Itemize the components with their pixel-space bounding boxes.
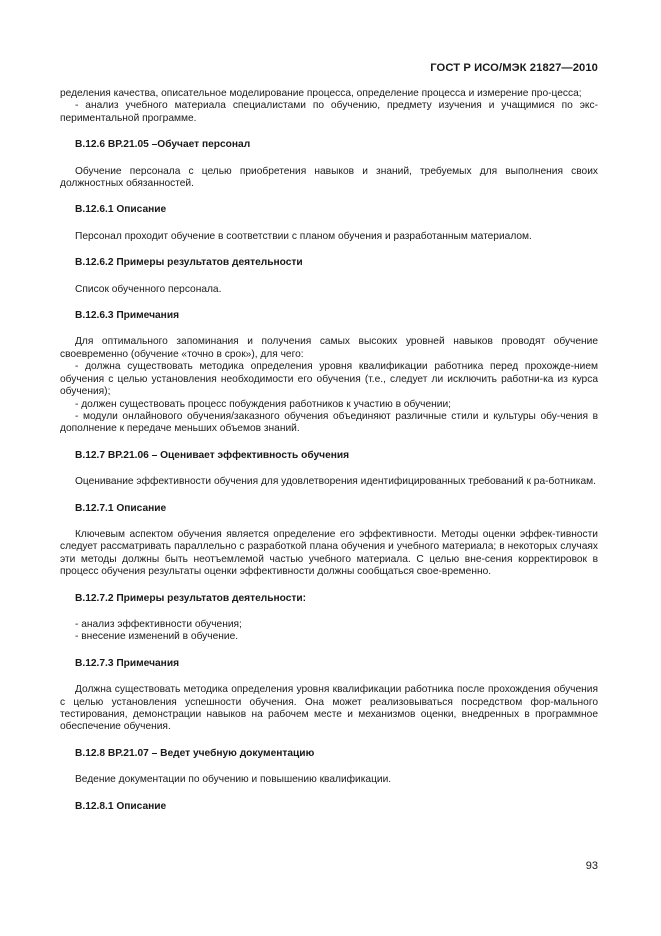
page-number: 93 — [585, 860, 598, 872]
paragraph: Персонал проходит обучение в соответствии с планом обучения и разработанным материалом. — [75, 230, 532, 242]
paragraph: Для оптимального запоминания и получения самых высоких уровней навыков проводят обучение своевременно (обучение «точно в срок»), для чего: — [60, 336, 598, 360]
list-item: - должна существовать методика определения уровня квалификации работника перед прохожде-нием обучения с целью установления необходимости его обучения (т.е., следует ли исключить работни-ка из курса обучения); — [60, 361, 598, 398]
paragraph: Должна существовать методика определения уровня квалификации работника после прохождения обучения с целью установления успешности обучения. Она может реализовываться посредством фор-мального тестирования, демонстрации навыков на рабочем месте и механизмов оценки, внедренных в программное обеспечение обучения. — [60, 684, 598, 733]
section-heading: В.12.6.1 Описание — [75, 204, 167, 216]
section-heading: В.12.7.1 Описание — [75, 502, 167, 514]
list-item: - модули онлайнового обучения/заказного обучения объединяют различные стили и культуры обу-чения в дополнение к передаче меньших объемов знаний. — [60, 410, 598, 435]
section-heading: В.12.6.3 Примечания — [75, 310, 180, 322]
list-item: - внесение изменений в обучение. — [75, 631, 239, 643]
section-heading: В.12.6.2 Примеры результатов деятельности — [75, 257, 303, 269]
paragraph: ределения качества, описательное моделирование процесса, определение процесса и измерение про-цесса; — [60, 88, 582, 99]
list-item: - должен существовать процесс побуждения работников к участию в обучении; — [75, 398, 451, 410]
paragraph: Обучение персонала с целью приобретения навыков и знаний, требуемых для выполнения своих должностных обязанностей. — [60, 165, 598, 190]
list-item: - анализ учебного материала специалистами по обучению, предмету изучения и учащимися по экс-периментальной программе. — [60, 100, 598, 124]
paragraph: Ключевым аспектом обучения является определение его эффективности. Методы оценки эффек-тивности следует рассматривать параллельно с разработкой плана обучения и учебного материала; в некоторых случаях эти методы должны быть неотъемлемой частью учебного материала. С целью вне-сения корректировок в процесс обучения результаты оценки эффективности должны сообщаться свое-временно. — [60, 528, 598, 578]
section-heading: В.12.6 ВР.21.05 –Обучает персонал — [75, 139, 251, 151]
section-heading: В.12.8 ВР.21.07 – Ведет учебную документацию — [75, 747, 315, 759]
paragraph: Оценивание эффективности обучения для удовлетворения идентифицированных требований к ра-ботникам. — [75, 476, 596, 488]
section-heading: В.12.8.1 Описание — [75, 800, 167, 812]
document-header: ГОСТ Р ИСО/МЭК 21827—2010 — [430, 62, 598, 74]
page-content — [60, 88, 598, 827]
section-heading: В.12.7.2 Примеры результатов деятельности: — [75, 592, 307, 604]
section-heading: В.12.7.3 Примечания — [75, 657, 180, 669]
paragraph: Список обученного персонала. — [75, 283, 222, 295]
section-heading: В.12.7 ВР.21.06 – Оценивает эффективность обучения — [75, 449, 350, 461]
list-item: - анализ эффективности обучения; — [75, 618, 242, 630]
paragraph: Ведение документации по обучению и повышению квалификации. — [75, 774, 392, 786]
